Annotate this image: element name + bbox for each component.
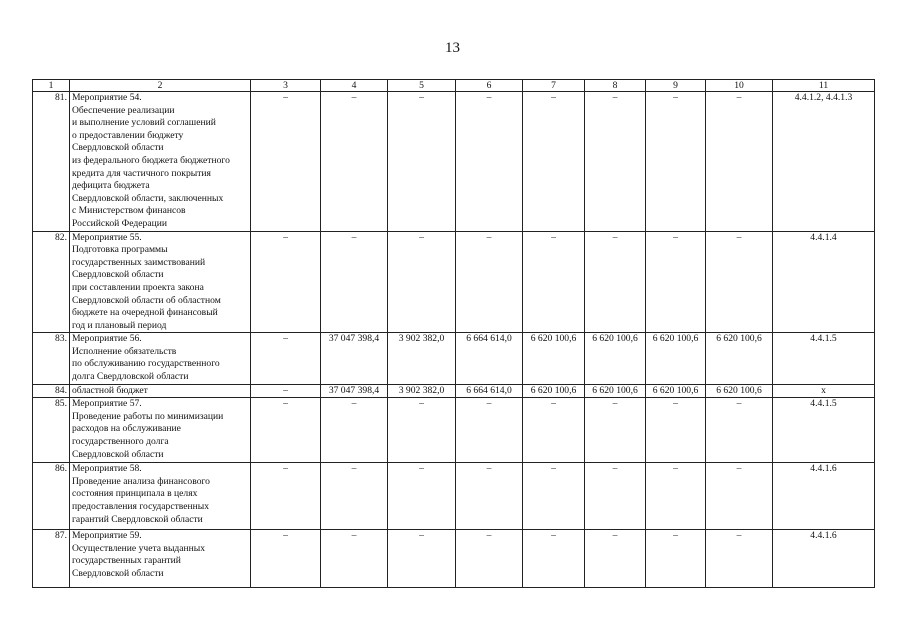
column-header: 6 bbox=[456, 80, 523, 92]
column-number-row bbox=[33, 80, 875, 92]
table-row bbox=[33, 384, 875, 398]
activity-name-line: Мероприятие 56. bbox=[72, 333, 142, 345]
activity-name bbox=[70, 231, 251, 333]
column-header: 5 bbox=[388, 80, 456, 92]
row-number: 84. bbox=[33, 384, 70, 398]
activity-name-line: Проведение работы по минимизации bbox=[72, 410, 224, 422]
value-cell: – bbox=[251, 463, 321, 530]
table-row bbox=[33, 530, 875, 588]
column-header: 2 bbox=[70, 80, 251, 92]
activity-name-line: о предоставлении бюджету bbox=[72, 129, 184, 141]
activity-name-line: по обслуживанию государственного bbox=[72, 358, 220, 370]
value-cell: – bbox=[523, 463, 585, 530]
activity-name-line: государственных заимствований bbox=[72, 256, 206, 268]
value-cell: – bbox=[585, 231, 646, 333]
value-cell: – bbox=[388, 463, 456, 530]
value-cell: 6 620 100,6 bbox=[646, 333, 706, 384]
activity-name-line: и выполнение условий соглашений bbox=[72, 117, 216, 129]
activity-name-line: при составлении проекта закона bbox=[72, 281, 204, 293]
activity-name-line: Обеспечение реализации bbox=[72, 104, 175, 116]
value-cell: – bbox=[585, 530, 646, 588]
value-cell: – bbox=[456, 463, 523, 530]
value-cell: 6 620 100,6 bbox=[523, 333, 585, 384]
activity-name-line: с Министерством финансов bbox=[72, 205, 186, 217]
activity-name-line: долга Свердловской области bbox=[72, 371, 189, 383]
target-indicator-ref: 4.4.1.5 bbox=[773, 398, 875, 463]
value-cell: – bbox=[706, 530, 773, 588]
value-cell: 3 902 382,0 bbox=[388, 333, 456, 384]
value-cell: – bbox=[251, 530, 321, 588]
table-row bbox=[33, 231, 875, 333]
value-cell: – bbox=[706, 398, 773, 463]
activity-name-line: предоставления государственных bbox=[72, 501, 210, 513]
value-cell: – bbox=[523, 530, 585, 588]
value-cell: – bbox=[523, 92, 585, 232]
row-number: 82. bbox=[33, 231, 70, 333]
activity-name-line: из федерального бюджета бюджетного bbox=[72, 154, 230, 166]
value-cell: 37 047 398,4 bbox=[321, 333, 388, 384]
value-cell: 6 664 614,0 bbox=[456, 384, 523, 398]
table-row bbox=[33, 463, 875, 530]
activity-name-line: Проведение анализа финансового bbox=[72, 475, 210, 487]
row-number: 87. bbox=[33, 530, 70, 588]
column-header: 3 bbox=[251, 80, 321, 92]
value-cell: 6 620 100,6 bbox=[706, 384, 773, 398]
activity-name-line: областной бюджет bbox=[72, 384, 148, 396]
column-header: 11 bbox=[773, 80, 875, 92]
value-cell: 6 620 100,6 bbox=[646, 384, 706, 398]
column-header: 4 bbox=[321, 80, 388, 92]
value-cell: – bbox=[321, 231, 388, 333]
activity-name-line: бюджете на очередной финансовый bbox=[72, 307, 218, 319]
row-number: 81. bbox=[33, 92, 70, 232]
target-indicator-ref: 4.4.1.4 bbox=[773, 231, 875, 333]
target-indicator-ref: 4.4.1.2, 4.4.1.3 bbox=[773, 92, 875, 232]
value-cell: – bbox=[456, 231, 523, 333]
program-activities-table bbox=[32, 79, 875, 588]
value-cell: 6 620 100,6 bbox=[585, 384, 646, 398]
activity-name-line: кредита для частичного покрытия bbox=[72, 167, 211, 179]
value-cell: – bbox=[251, 398, 321, 463]
value-cell: – bbox=[456, 92, 523, 232]
value-cell: – bbox=[456, 398, 523, 463]
value-cell: – bbox=[388, 398, 456, 463]
target-indicator-ref: 4.4.1.6 bbox=[773, 530, 875, 588]
activity-name-line: Мероприятие 54. bbox=[72, 92, 142, 103]
column-header: 1 bbox=[33, 80, 70, 92]
value-cell: – bbox=[456, 530, 523, 588]
value-cell: 6 620 100,6 bbox=[706, 333, 773, 384]
activity-name-line: Российской Федерации bbox=[72, 217, 167, 229]
activity-name-line: Мероприятие 57. bbox=[72, 398, 142, 410]
value-cell: – bbox=[388, 530, 456, 588]
activity-name-line: государственных гарантий bbox=[72, 555, 181, 567]
value-cell: – bbox=[646, 231, 706, 333]
value-cell: 6 664 614,0 bbox=[456, 333, 523, 384]
value-cell: – bbox=[706, 231, 773, 333]
activity-name-line: год и плановый период bbox=[72, 319, 167, 331]
value-cell: – bbox=[585, 398, 646, 463]
column-header: 8 bbox=[585, 80, 646, 92]
table-row bbox=[33, 398, 875, 463]
activity-name-line: гарантий Свердловской области bbox=[72, 513, 203, 525]
activity-name-line: Мероприятие 59. bbox=[72, 530, 142, 542]
activity-name-line: Свердловской области bbox=[72, 142, 164, 154]
row-number: 85. bbox=[33, 398, 70, 463]
table-row bbox=[33, 92, 875, 232]
column-header: 7 bbox=[523, 80, 585, 92]
value-cell: – bbox=[321, 530, 388, 588]
column-header: 10 bbox=[706, 80, 773, 92]
value-cell: – bbox=[585, 92, 646, 232]
activity-name-line: Осуществление учета выданных bbox=[72, 542, 206, 554]
value-cell: – bbox=[388, 231, 456, 333]
value-cell: 3 902 382,0 bbox=[388, 384, 456, 398]
activity-name-line: Мероприятие 58. bbox=[72, 463, 142, 475]
target-indicator-ref: 4.4.1.6 bbox=[773, 463, 875, 530]
value-cell: – bbox=[706, 92, 773, 232]
value-cell: – bbox=[251, 231, 321, 333]
value-cell: – bbox=[706, 463, 773, 530]
activity-name bbox=[70, 463, 251, 530]
value-cell: – bbox=[523, 231, 585, 333]
value-cell: 37 047 398,4 bbox=[321, 384, 388, 398]
activity-name-line: Свердловской области об областном bbox=[72, 294, 221, 306]
activity-name bbox=[70, 530, 251, 588]
value-cell: – bbox=[321, 398, 388, 463]
activity-name bbox=[70, 398, 251, 463]
activity-name-line: дефицита бюджета bbox=[72, 180, 150, 192]
activity-name-line: Исполнение обязательств bbox=[72, 345, 177, 357]
page-number: 13 bbox=[445, 40, 460, 56]
value-cell: – bbox=[523, 398, 585, 463]
value-cell: – bbox=[646, 92, 706, 232]
value-cell: – bbox=[251, 92, 321, 232]
value-cell: – bbox=[251, 333, 321, 384]
value-cell: – bbox=[251, 384, 321, 398]
value-cell: 6 620 100,6 bbox=[585, 333, 646, 384]
activity-name-line: Подготовка программы bbox=[72, 244, 168, 256]
activity-name bbox=[70, 92, 251, 232]
column-header: 9 bbox=[646, 80, 706, 92]
activity-name-line: государственного долга bbox=[72, 436, 169, 448]
value-cell: – bbox=[388, 92, 456, 232]
activity-name-line: Свердловской области bbox=[72, 269, 164, 281]
value-cell: – bbox=[646, 530, 706, 588]
target-indicator-ref: 4.4.1.5 bbox=[773, 333, 875, 384]
activity-name bbox=[70, 384, 251, 398]
row-number: 83. bbox=[33, 333, 70, 384]
value-cell: – bbox=[585, 463, 646, 530]
value-cell: – bbox=[321, 92, 388, 232]
activity-name-line: Свердловской области bbox=[72, 448, 164, 460]
activity-name-line: расходов на обслуживание bbox=[72, 423, 181, 435]
table-row bbox=[33, 333, 875, 384]
activity-name bbox=[70, 333, 251, 384]
value-cell: – bbox=[646, 398, 706, 463]
value-cell: 6 620 100,6 bbox=[523, 384, 585, 398]
activity-name-line: Мероприятие 55. bbox=[72, 231, 142, 243]
target-indicator-ref: x bbox=[773, 384, 875, 398]
activity-name-line: Свердловской области bbox=[72, 568, 164, 580]
activity-name-line: состояния принципала в целях bbox=[72, 488, 198, 500]
row-number: 86. bbox=[33, 463, 70, 530]
value-cell: – bbox=[646, 463, 706, 530]
activity-name-line: Свердловской области, заключенных bbox=[72, 192, 224, 204]
value-cell: – bbox=[321, 463, 388, 530]
